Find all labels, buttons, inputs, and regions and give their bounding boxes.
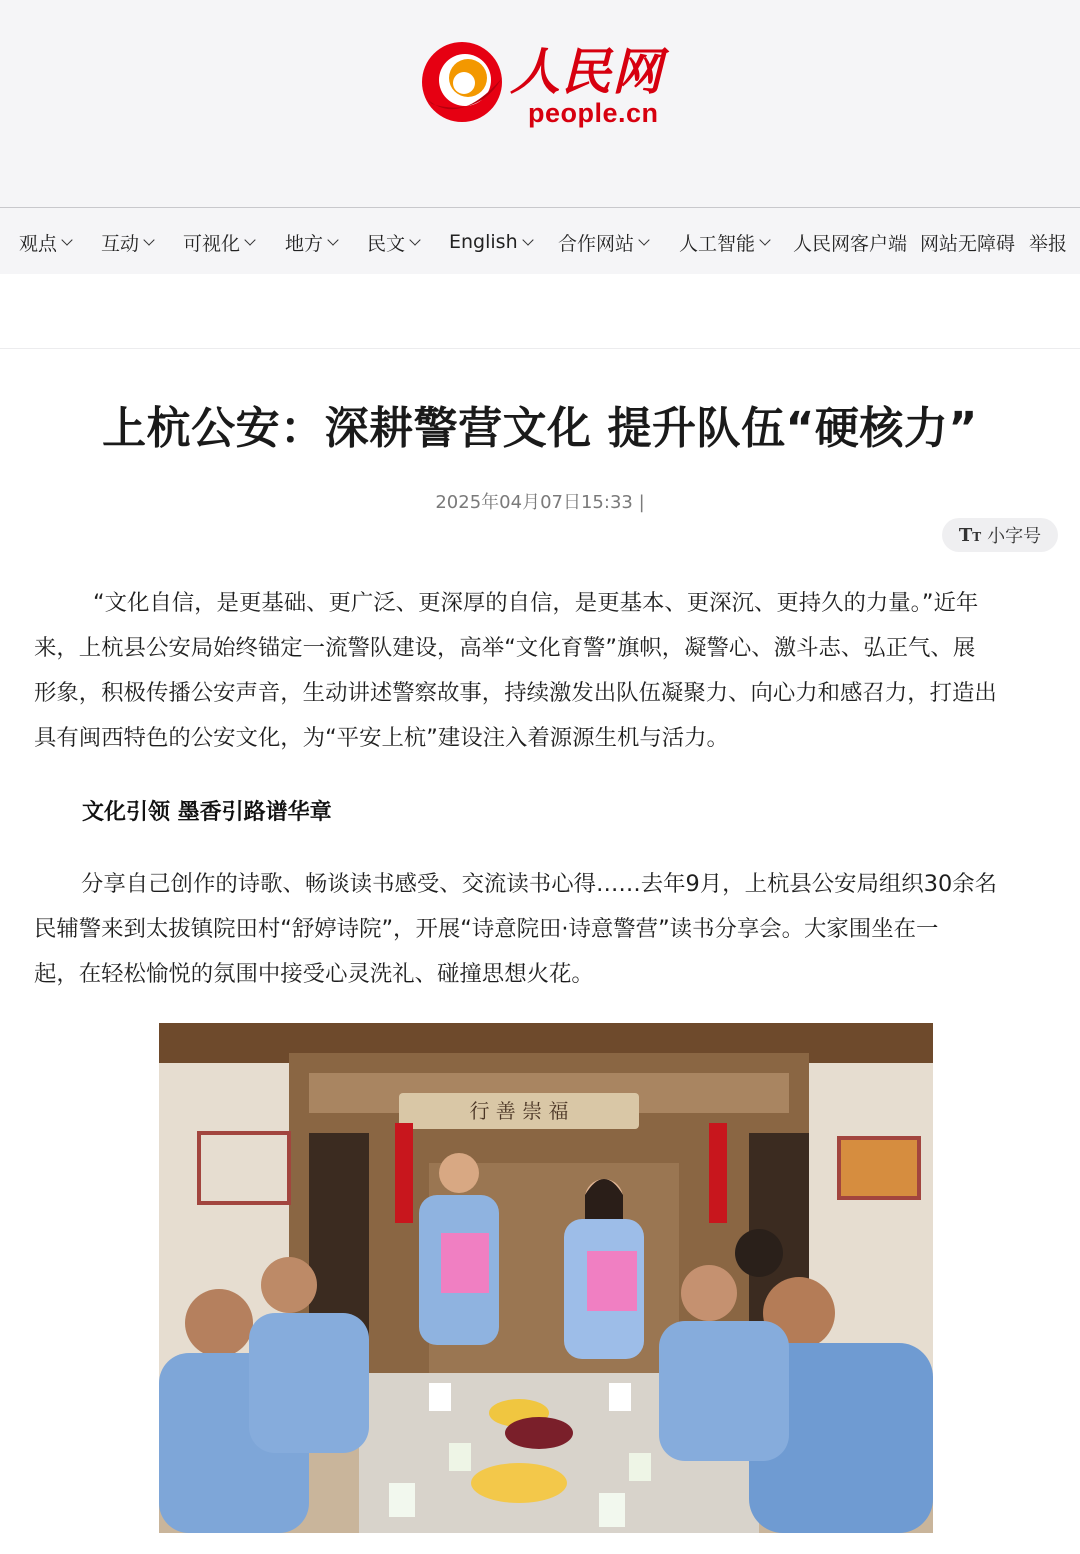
article-title: 上杭公安：深耕警营文化 提升队伍“硬核力” [102, 403, 978, 454]
chevron-down-icon [327, 234, 338, 245]
nav-label: 地方 [285, 232, 324, 255]
plaque-text: 行 善 崇 福 [469, 1099, 569, 1123]
nav-label: 网站无障碍 [920, 232, 1016, 255]
nav-item-ai[interactable] [679, 230, 769, 254]
article-photo [159, 1023, 933, 1533]
nav-label: 举报 [1029, 232, 1068, 255]
article-paragraph-2 [34, 862, 1059, 997]
nav-label: 人民网客户端 [793, 232, 908, 255]
chevron-down-icon [638, 234, 649, 245]
logo-english-text: people.cn [528, 98, 659, 128]
nav-label: 民文 [367, 232, 406, 255]
nav-item-accessibility[interactable] [920, 230, 1015, 254]
police-reading-session-image [159, 1023, 933, 1533]
font-size-label: 小字号 [987, 526, 1042, 547]
chevron-down-icon [244, 234, 255, 245]
section-subheading: 文化引领 墨香引路谱华章 [82, 800, 332, 825]
chevron-down-icon [61, 234, 72, 245]
logo-chinese-text: 人民网 [510, 42, 663, 101]
chevron-down-icon [522, 234, 533, 245]
nav-item-opinion[interactable] [19, 230, 71, 254]
nav-item-report[interactable] [1029, 230, 1067, 254]
nav-item-client-app[interactable] [793, 230, 907, 254]
nav-item-visualization[interactable] [183, 230, 254, 254]
publish-date: 2025年04月07日15:33 | [435, 492, 645, 513]
nav-label: English [449, 231, 518, 253]
paragraph-line: 分享自己创作的诗歌、畅谈读书感受、交流读书心得……去年9月，上杭县公安局组织30余名 [81, 871, 997, 897]
paragraph-line: “文化自信，是更基础、更广泛、更深厚的自信，是更基本、更深沉、更持久的力量。”近年 [93, 590, 979, 616]
nav-label: 合作网站 [558, 232, 635, 255]
chevron-down-icon [143, 234, 154, 245]
divider [0, 348, 1080, 349]
text-size-icon: TT [958, 524, 982, 546]
chevron-down-icon [759, 234, 770, 245]
paragraph-line: 民辅警来到太拔镇院田村“舒婷诗院”，开展“诗意院田·诗意警营”读书分享会。大家围坐在一 [34, 916, 939, 942]
nav-item-minority-languages[interactable] [367, 230, 419, 254]
nav-item-english[interactable] [449, 230, 532, 254]
nav-item-partner-sites[interactable] [558, 230, 648, 254]
nav-label: 可视化 [183, 232, 241, 255]
paragraph-line: 起，在轻松愉悦的氛围中接受心灵洗礼、碰撞思想火花。 [34, 961, 594, 987]
nav-item-interaction[interactable] [101, 230, 153, 254]
nav-label: 观点 [19, 232, 58, 255]
chevron-down-icon [409, 234, 420, 245]
paragraph-line: 来，上杭县公安局始终锚定一流警队建设，高举“文化育警”旗帜，凝警心、激斗志、弘正气、展 [34, 635, 976, 661]
nav-label: 互动 [101, 232, 140, 255]
article-paragraph-1 [34, 581, 1059, 761]
main-nav [0, 207, 1080, 274]
paragraph-line: 具有闽西特色的公安文化，为“平安上杭”建设注入着源源生机与活力。 [34, 725, 729, 751]
people-logo-icon [418, 38, 506, 126]
nav-item-local[interactable] [285, 230, 337, 254]
nav-label: 人工智能 [679, 232, 756, 255]
site-header [0, 0, 1080, 207]
site-logo[interactable] [418, 32, 678, 132]
font-size-button[interactable] [942, 518, 1058, 552]
paragraph-line: 形象，积极传播公安声音，生动讲述警察故事，持续激发出队伍凝聚力、向心力和感召力，打造出 [34, 680, 997, 706]
